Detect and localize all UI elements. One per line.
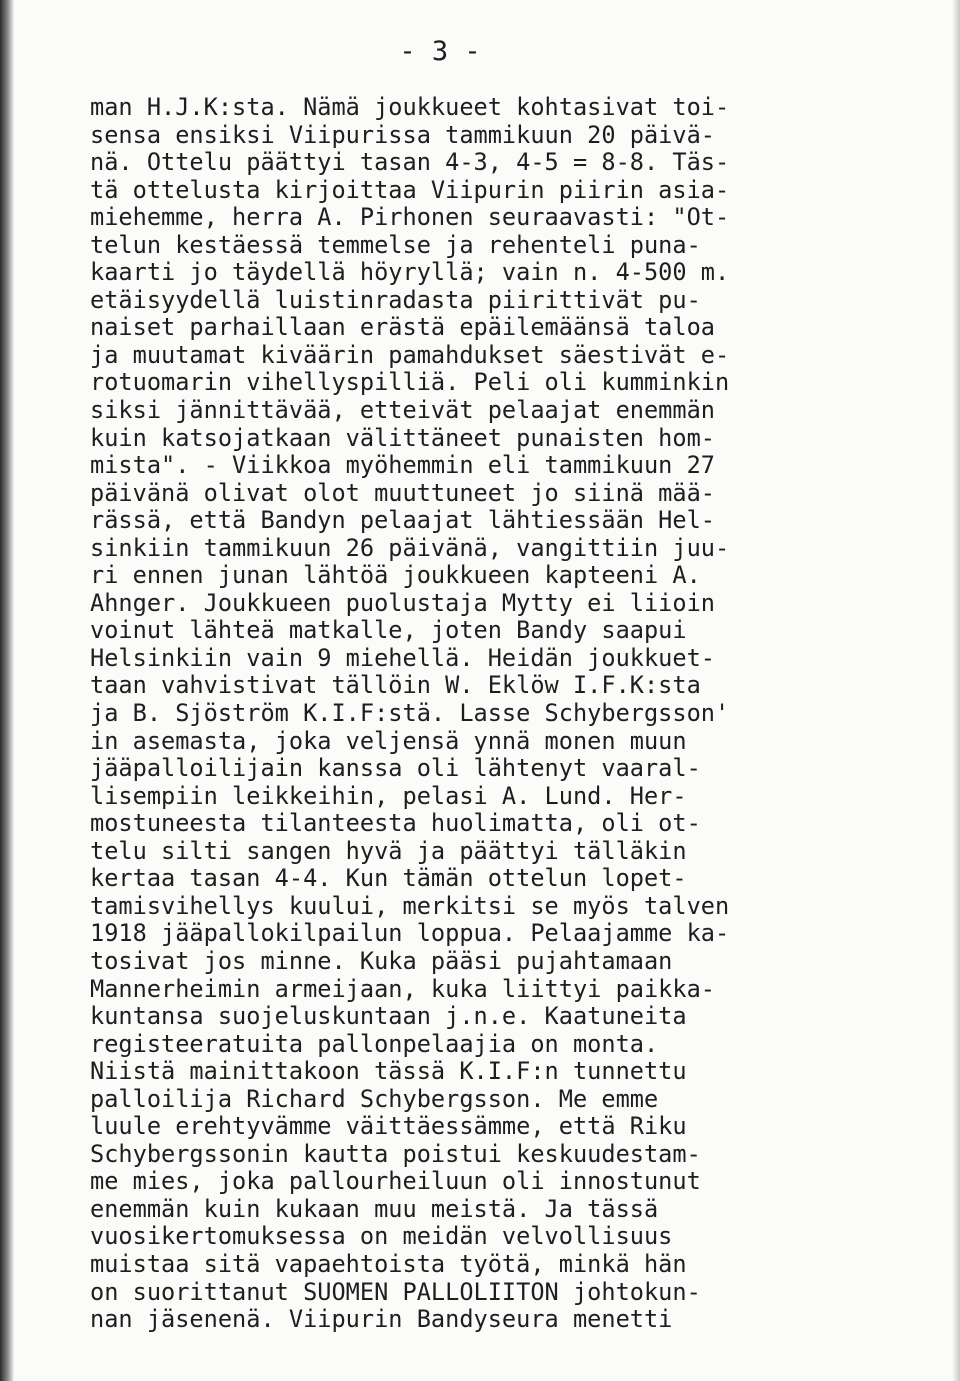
- page-number: - 3 -: [399, 36, 481, 67]
- text-line: Schybergssonin kautta poistui keskuudestam-: [90, 1139, 701, 1168]
- text-line: enemmän kuin kukaan muu meistä. Ja tässä: [90, 1194, 659, 1223]
- text-line: telun kestäessä temmelse ja rehenteli puna-: [90, 230, 701, 259]
- text-line: siksi jännittävää, etteivät pelaajat enemmän: [90, 396, 716, 425]
- text-line: ri ennen junan lähtöä joukkueen kapteeni A.: [90, 561, 701, 590]
- text-line: sinkiin tammikuun 26 päivänä, vangittiin juu-: [90, 533, 730, 562]
- text-line: in asemasta, joka veljensä ynnä monen muun: [90, 726, 687, 755]
- text-line: nä. Ottelu päättyi tasan 4-3, 4-5 = 8-8. Täs-: [90, 148, 730, 177]
- text-line: miehemme, herra A. Pirhonen seuraavasti: "Ot-: [90, 203, 730, 232]
- text-line: rotuomarin vihellyspilliä. Peli oli kumminkin: [90, 368, 730, 397]
- text-line: me mies, joka pallourheiluun oli innostunut: [90, 1167, 701, 1196]
- text-line: kuntansa suojeluskuntaan j.n.e. Kaatuneita: [90, 1002, 687, 1031]
- text-line: nan jäsenenä. Viipurin Bandyseura menetti: [90, 1305, 673, 1334]
- text-line: man H.J.K:sta. Nämä joukkueet kohtasivat toi-: [90, 93, 730, 121]
- text-line: luule erehtyvämme väittäessämme, että Riku: [90, 1112, 687, 1141]
- text-line: kaarti jo täydellä höyryllä; vain n. 4-500 m.: [90, 258, 730, 287]
- text-line: mista". - Viikkoa myöhemmin eli tammikuun 27: [90, 451, 716, 480]
- text-line: tä ottelusta kirjoittaa Viipurin piirin asia-: [90, 175, 730, 204]
- text-line: registeeratuita pallonpelaajia on monta.: [90, 1029, 659, 1058]
- text-line: telu silti sangen hyvä ja päättyi tälläkin: [90, 836, 687, 865]
- text-line: tamisvihellys kuului, merkitsi se myös talven: [90, 891, 730, 920]
- text-line: mostuneesta tilanteesta huolimatta, oli ot-: [90, 809, 701, 838]
- text-line: taan vahvistivat tällöin W. Eklöw I.F.K:sta: [90, 671, 701, 700]
- text-line: Helsinkiin vain 9 miehellä. Heidän joukkuet-: [90, 643, 716, 672]
- text-line: vuosikertomuksessa on meidän velvollisuus: [90, 1222, 673, 1251]
- text-line: muistaa sitä vapaehtoista työtä, minkä hän: [90, 1249, 687, 1278]
- text-line: on suorittanut SUOMEN PALLOLIITON johtokun-: [90, 1277, 701, 1306]
- body-text: [90, 94, 850, 1334]
- text-line: lisempiin leikkeihin, pelasi A. Lund. Her-: [90, 781, 687, 810]
- text-line: naiset parhaillaan erästä epäilemäänsä taloa: [90, 313, 716, 342]
- page-binding-shadow: [0, 0, 14, 1381]
- text-line: kertaa tasan 4-4. Kun tämän ottelun lopet-: [90, 864, 687, 893]
- text-line: kuin katsojatkaan välittäneet punaisten hom-: [90, 423, 716, 452]
- text-line: voinut lähteä matkalle, joten Bandy saapui: [90, 616, 687, 645]
- text-line: Niistä mainittakoon tässä K.I.F:n tunnettu: [90, 1057, 687, 1086]
- text-line: rässä, että Bandyn pelaajat lähtiessään Hel-: [90, 506, 716, 535]
- text-line: jääpalloilijain kanssa oli lähtenyt vaaral-: [90, 754, 701, 783]
- text-line: etäisyydellä luistinradasta piirittivät pu-: [90, 285, 701, 314]
- text-line: Ahnger. Joukkueen puolustaja Mytty ei liioin: [90, 588, 716, 617]
- text-line: Mannerheimin armeijaan, kuka liittyi paikka-: [90, 974, 716, 1003]
- text-line: palloilija Richard Schybergsson. Me emme: [90, 1084, 659, 1113]
- text-line: sensa ensiksi Viipurissa tammikuun 20 päivä-: [90, 120, 716, 149]
- text-line: 1918 jääpallokilpailun loppua. Pelaajamme ka-: [90, 919, 730, 948]
- text-line: ja muutamat kiväärin pamahdukset säestivät e-: [90, 340, 730, 369]
- text-line: päivänä olivat olot muuttuneet jo siinä mää-: [90, 478, 716, 507]
- page-edge-shadow: [952, 0, 960, 1381]
- text-line: ja B. Sjöström K.I.F:stä. Lasse Schybergsson': [90, 699, 730, 728]
- text-line: tosivat jos minne. Kuka pääsi pujahtamaan: [90, 946, 673, 975]
